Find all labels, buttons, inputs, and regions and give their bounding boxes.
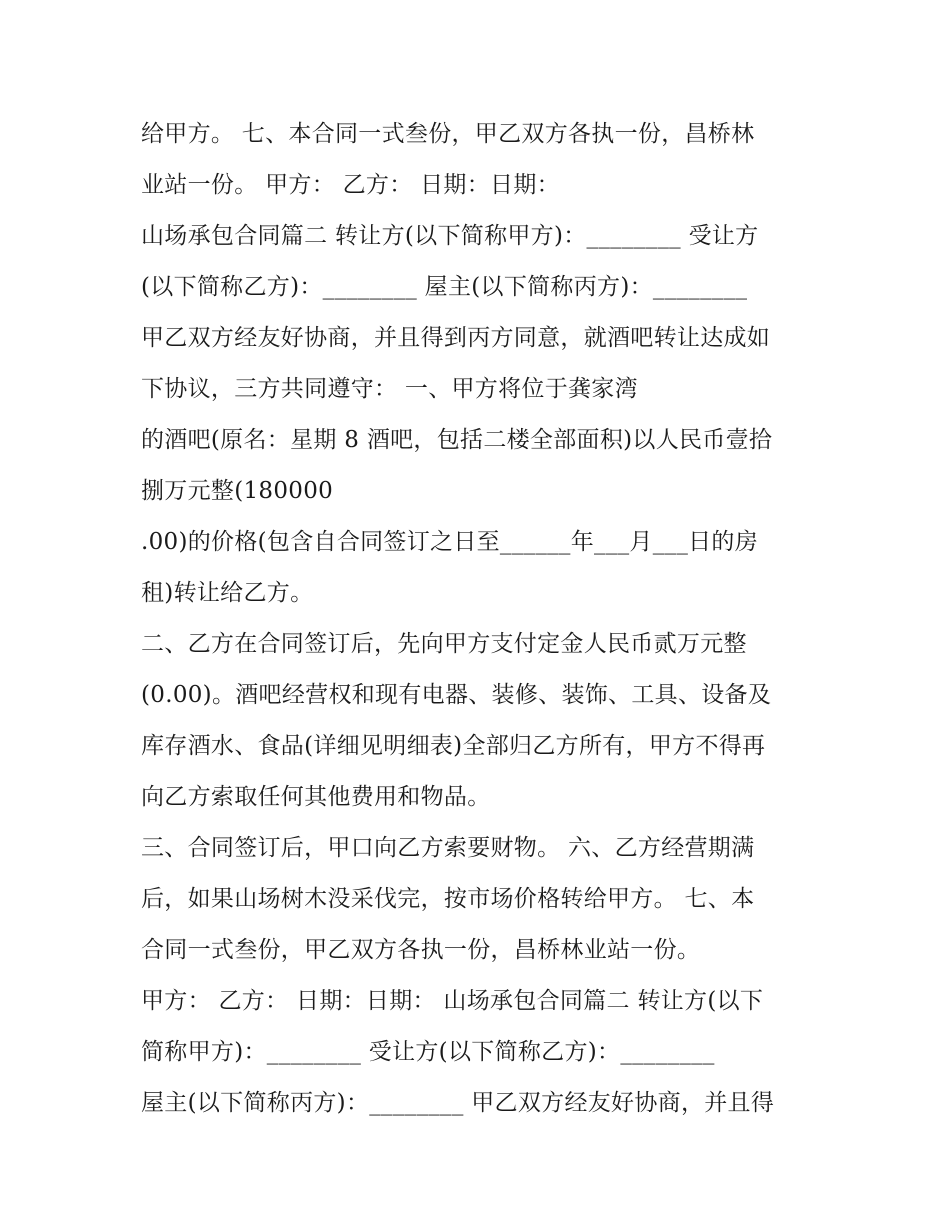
text-line: (以下简称乙方)：________ 屋主(以下简称丙方)：________: [141, 274, 748, 300]
text-line: 给甲方。 七、本合同一式叁份，甲乙双方各执一份，昌桥林: [141, 121, 755, 147]
text-line: 甲乙双方经友好协商，并且得到丙方同意，就酒吧转让达成如: [141, 325, 771, 351]
text-line: 三、合同签订后，甲口向乙方索要财物。 六、乙方经营期满: [141, 835, 755, 861]
text-line: (0.00)。酒吧经营权和现有电器、装修、装饰、工具、设备及: [141, 682, 772, 708]
text-line: 的酒吧(原名：星期 8 酒吧，包括二楼全部面积)以人民币壹拾: [141, 427, 773, 453]
text-line: 库存酒水、食品(详细见明细表)全部归乙方所有，甲方不得再: [141, 733, 766, 759]
text-line: 业站一份。 甲方： 乙方： 日期：日期：: [141, 172, 560, 198]
text-line: 山场承包合同篇二 转让方(以下简称甲方)：________ 受让方: [141, 223, 759, 249]
text-line: 后，如果山场树木没采伐完，按市场价格转给甲方。 七、本: [141, 886, 755, 912]
text-line: 二、乙方在合同签订后，先向甲方支付定金人民币贰万元整: [141, 631, 747, 657]
document-body: [141, 109, 831, 1129]
text-line: 向乙方索取任何其他费用和物品。: [141, 784, 491, 810]
text-line: 屋主(以下简称丙方)：________ 甲乙双方经友好协商，并且得: [141, 1090, 775, 1116]
text-line: 下协议，三方共同遵守： 一、甲方将位于龚家湾: [141, 376, 638, 402]
text-line: 简称甲方)：________ 受让方(以下简称乙方)：________: [141, 1039, 715, 1065]
text-line: 甲方： 乙方： 日期：日期： 山场承包合同篇二 转让方(以下: [141, 988, 764, 1014]
text-line: 捌万元整(180000: [141, 478, 334, 504]
text-line: 合同一式叁份，甲乙双方各执一份，昌桥林业站一份。: [141, 937, 701, 963]
text-line: 租)转让给乙方。: [141, 580, 314, 606]
text-line: .00)的价格(包含自合同签订之日至______年___月___日的房: [141, 529, 759, 555]
